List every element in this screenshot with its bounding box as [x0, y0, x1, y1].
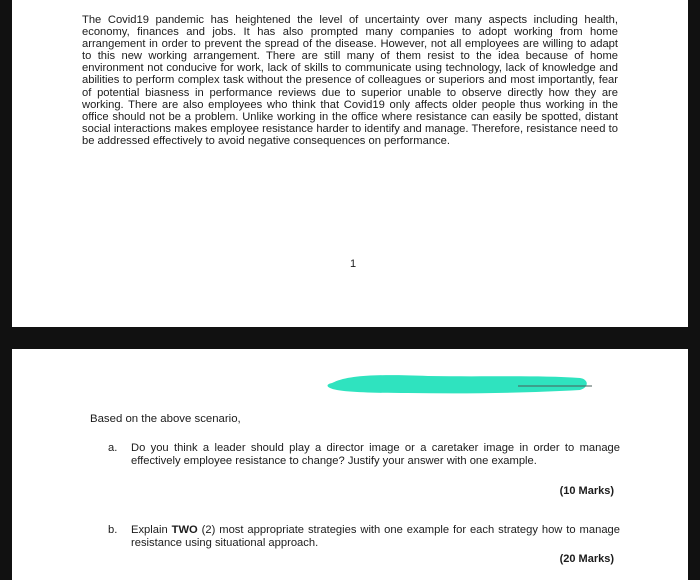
page-separator: [0, 327, 700, 349]
left-border: [0, 0, 12, 580]
question-b: [108, 524, 620, 549]
page-number: 1: [350, 258, 357, 270]
question-b-text-end: (2) most appropriate strategies with one example for each strategy how to manage resistance using situational approach.: [131, 524, 620, 549]
question-b-marks: (20 Marks): [559, 553, 614, 565]
question-intro: Based on the above scenario,: [90, 413, 241, 425]
question-a-text: Do you think a leader should play a director image or a caretaker image in order to manage effectively employee resistance to change? Justify your answer with one example.: [131, 442, 620, 467]
redaction-mark: [318, 369, 594, 399]
question-a-letter: a.: [108, 442, 118, 454]
question-b-text-start: Explain: [131, 524, 172, 536]
question-b-text: [131, 524, 620, 549]
right-border: [688, 0, 700, 580]
question-b-letter: b.: [108, 524, 118, 536]
question-b-text-bold: TWO: [171, 524, 198, 536]
question-a-marks: (10 Marks): [559, 485, 614, 497]
scenario-passage: The Covid19 pandemic has heightened the level of uncertainty over many aspects including health, economy, finances and jobs. It has also prompted many companies to adopt working from home arrangement in order to prevent the spread of the disease. However, not all employees are willing to adapt to this new working arrangement. There are still many of them resist to the idea because of home environment not conducive for work, lack of skills to communicate using technology, lack of knowledge and abilities to perform complex task without the presence of colleagues or superiors and most importantly, fear of potential biasness in performance reviews due to superior unable to observe directly how they are working. There are also employees who think that Covid19 only affects older people thus working in the office should not be a problem. Unlike working in the office where resistance can easily be spotted, distant social interactions makes employee resistance harder to identify and manage. Therefore, resistance need to be addressed effectively to avoid negative consequences on performance.: [82, 14, 618, 147]
question-a: [108, 442, 620, 467]
